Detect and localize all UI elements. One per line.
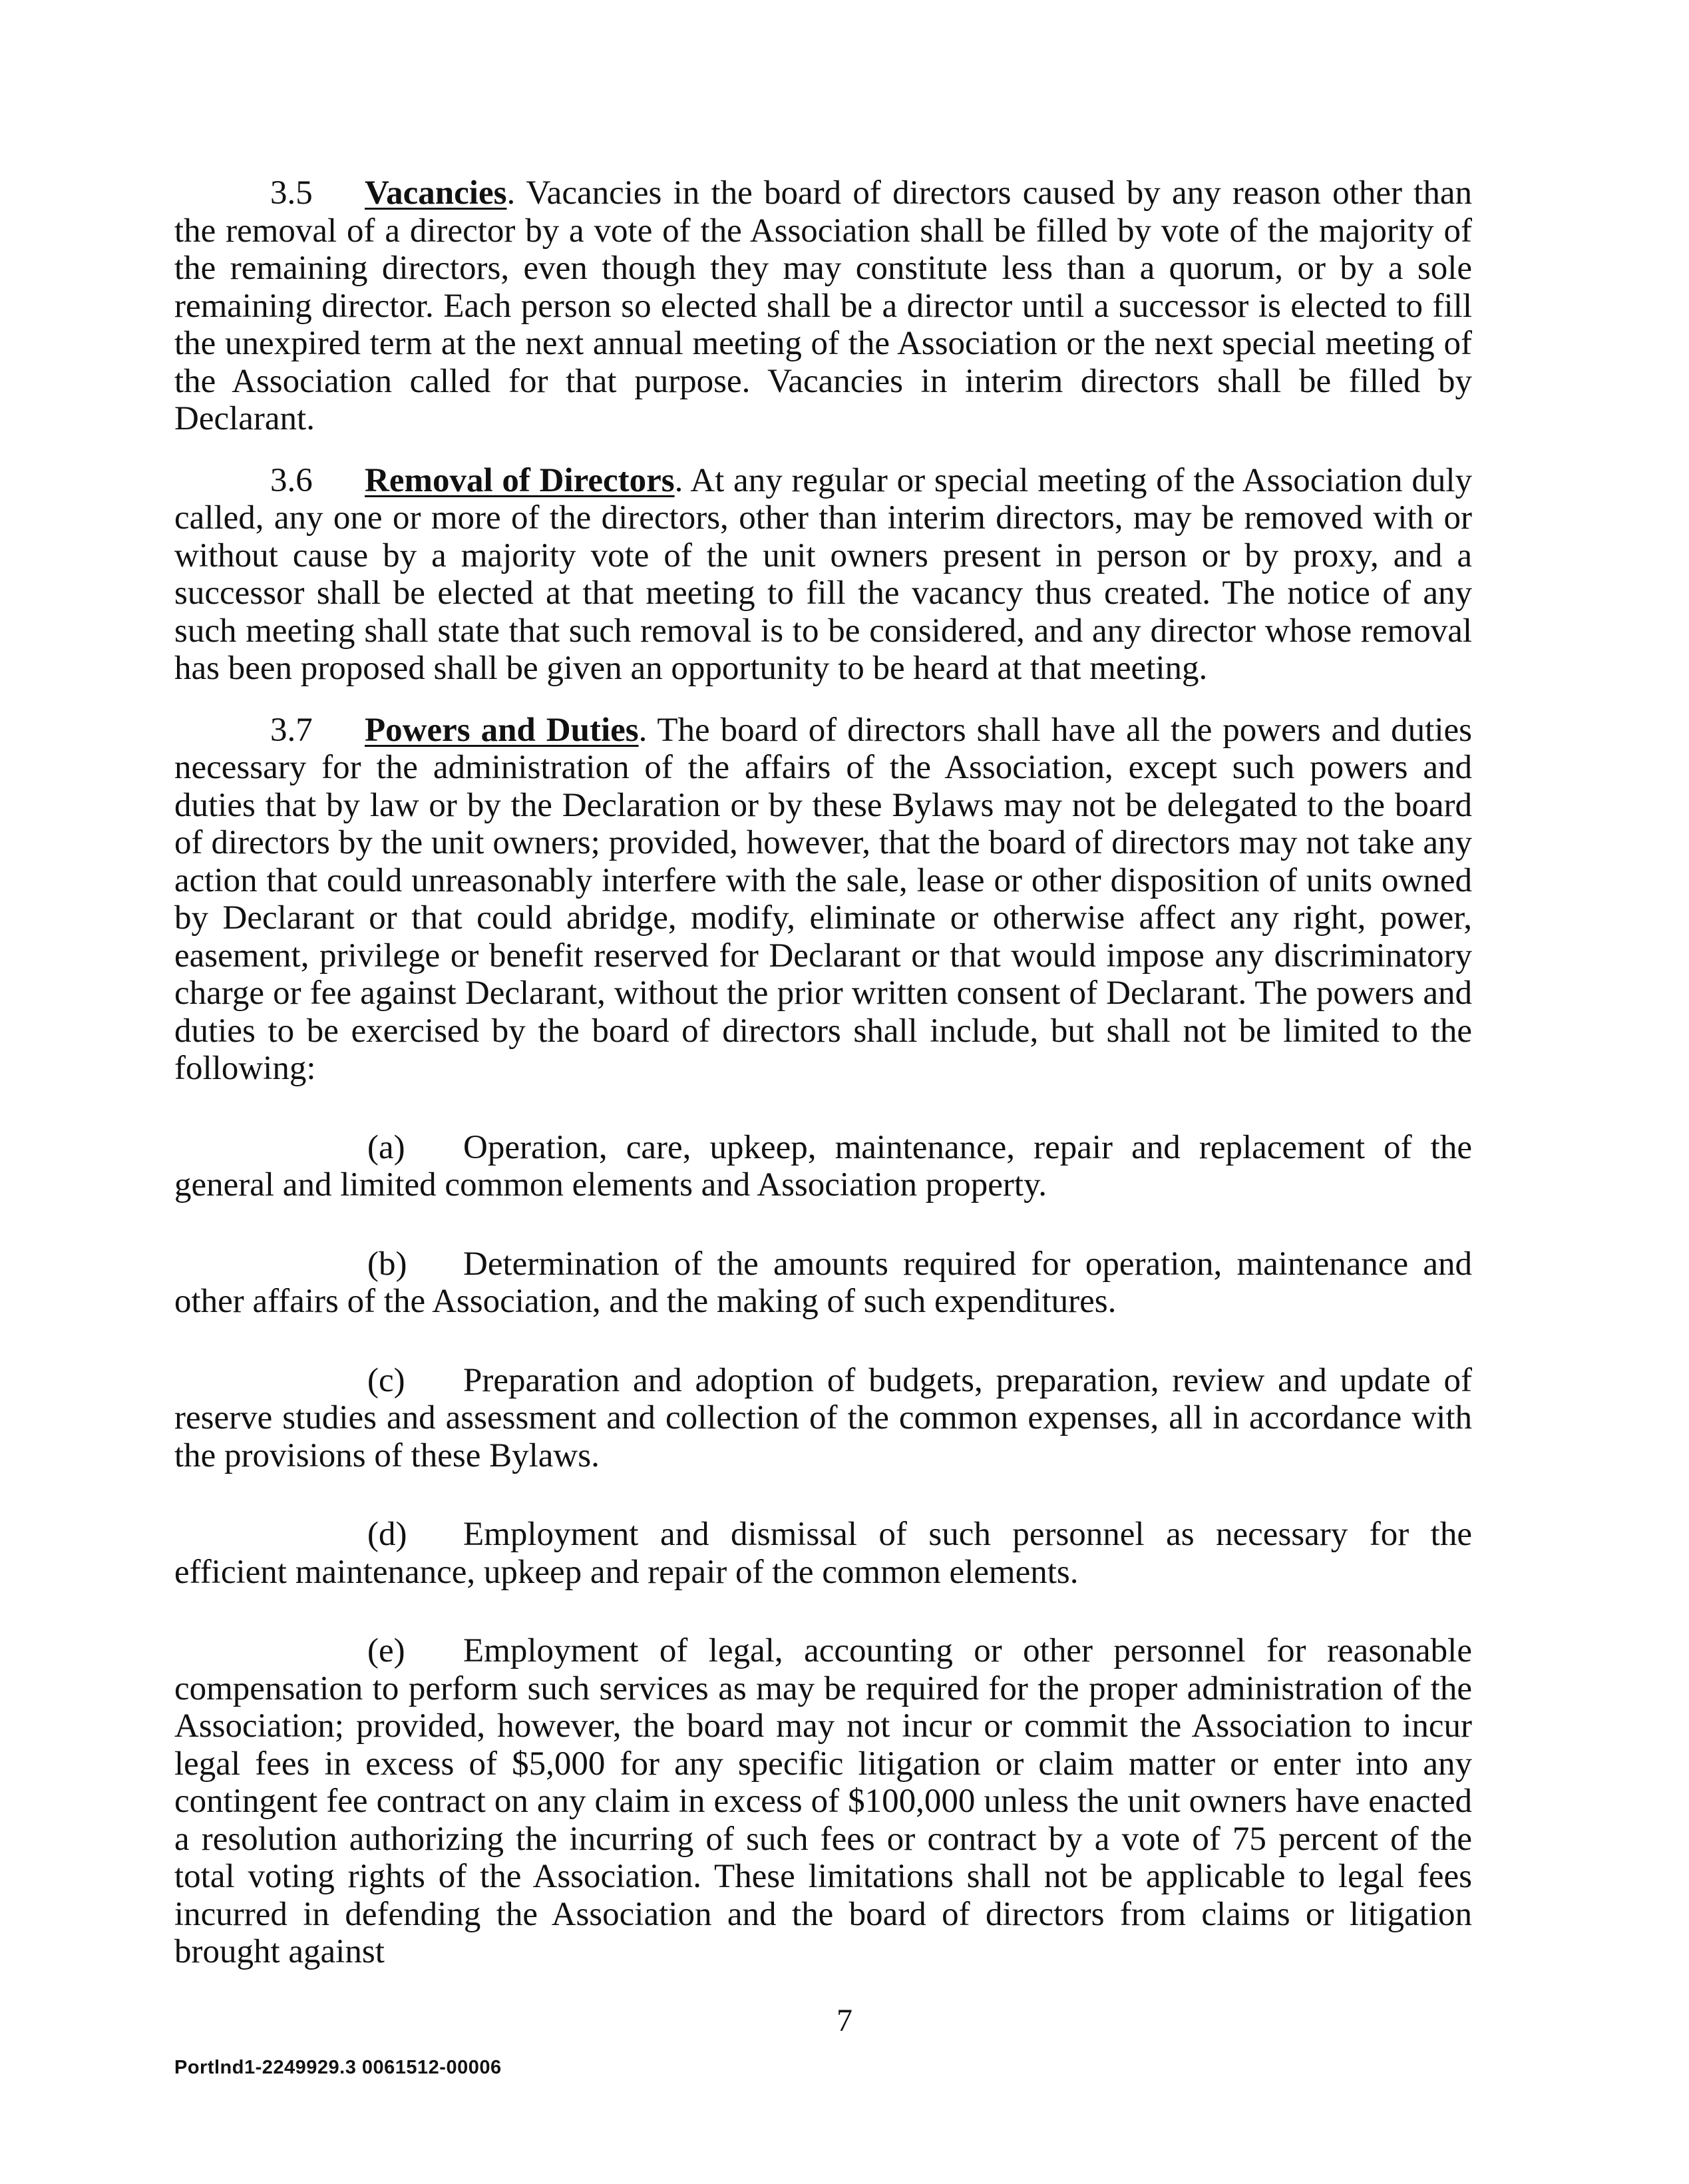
section-3-5 — [174, 174, 1472, 438]
section-body: . The board of directors shall have all the powers and duties necessary for the administration of the affairs of the Association, except such powers and duties that by law or by the Declaration or by these Bylaws may not be delegated to the board of directors by the unit owners; provided, however, that the board of directors may not take any action that could unreasonably interfere with the sale, lease or other disposition of units owned by Declarant or that could abridge, modify, eliminate or otherwise affect any right, power, easement, privilege or benefit reserved for Declarant or that would impose any discriminatory charge or fee against Declarant, without the prior written consent of Declarant. The powers and duties to be exercised by the board of directors shall include, but shall not be limited to the following: — [174, 711, 1472, 1087]
subparagraph-letter: (d) — [367, 1516, 407, 1553]
subparagraph-text: Determination of the amounts required for operation, maintenance and other affairs of the Association, and the making of such expenditures. — [174, 1245, 1472, 1320]
section-3-6 — [174, 462, 1472, 688]
page-number: 7 — [837, 2003, 852, 2038]
section-body: . At any regular or special meeting of the Association duly called, any one or more of the directors, other than interim directors, may be removed with or without cause by a majority vote of the unit owners present in person or by proxy, and a successor shall be elected at that meeting to fill the vacancy thus created. The notice of any such meeting shall state that such removal is to be considered, and any director whose removal has been proposed shall be given an opportunity to be heard at that meeting. — [174, 461, 1473, 687]
subparagraph-letter: (e) — [367, 1632, 405, 1669]
section-number: 3.7 — [270, 711, 313, 749]
subparagraph-text: Operation, care, upkeep, maintenance, repair and replacement of the general and limited common elements and Association property. — [174, 1128, 1472, 1203]
subparagraph-text: Employment and dismissal of such personnel as necessary for the efficient maintenance, upkeep and repair of the common elements. — [174, 1516, 1472, 1591]
subparagraph-letter: (c) — [367, 1361, 405, 1399]
subparagraph-c — [174, 1362, 1472, 1475]
subparagraph-text: Preparation and adoption of budgets, preparation, review and update of reserve studies and assessment and collection of the common expenses, all in accordance with the provisions of these Bylaws. — [174, 1361, 1472, 1474]
subparagraph-text: Employment of legal, accounting or other personnel for reasonable compensation to perform such services as may be required for the proper administration of the Association; provided, however, the board may not incur or commit the Association to incur legal fees in excess of $5,000 for any specific litigation or claim matter or enter into any contingent fee contract on any claim in excess of $100,000 unless the unit owners have enacted a resolution authorizing the incurring of such fees or contract by a vote of 75 percent of the total voting rights of the Association. These limitations shall not be applicable to legal fees incurred in defending the Association and the board of directors from claims or litigation brought against — [174, 1632, 1472, 1970]
subparagraph-e — [174, 1632, 1472, 1971]
document-body — [174, 174, 1472, 1971]
section-number: 3.6 — [270, 461, 313, 499]
section-number: 3.5 — [270, 174, 313, 212]
subparagraph-letter: (a) — [367, 1128, 405, 1166]
subparagraph-d — [174, 1516, 1472, 1591]
section-3-7 — [174, 712, 1472, 1088]
document-id: Portlnd1-2249929.3 0061512-00006 — [174, 2057, 502, 2078]
section-heading: Vacancies — [365, 174, 507, 212]
subparagraph-letter: (b) — [367, 1245, 407, 1283]
subparagraph-b — [174, 1245, 1472, 1321]
section-heading: Removal of Directors — [365, 461, 675, 499]
subparagraph-a — [174, 1129, 1472, 1204]
section-heading: Powers and Duties — [365, 711, 639, 749]
section-body: . Vacancies in the board of directors caused by any reason other than the removal of a director by a vote of the Association shall be filled by vote of the majority of the remaining directors, even though they may constitute less than a quorum, or by a sole remaining director. Each person so elected shall be a director until a successor is elected to fill the unexpired term at the next annual meeting of the Association or the next special meeting of the Association called for that purpose. Vacancies in interim directors shall be filled by Declarant. — [174, 174, 1472, 437]
